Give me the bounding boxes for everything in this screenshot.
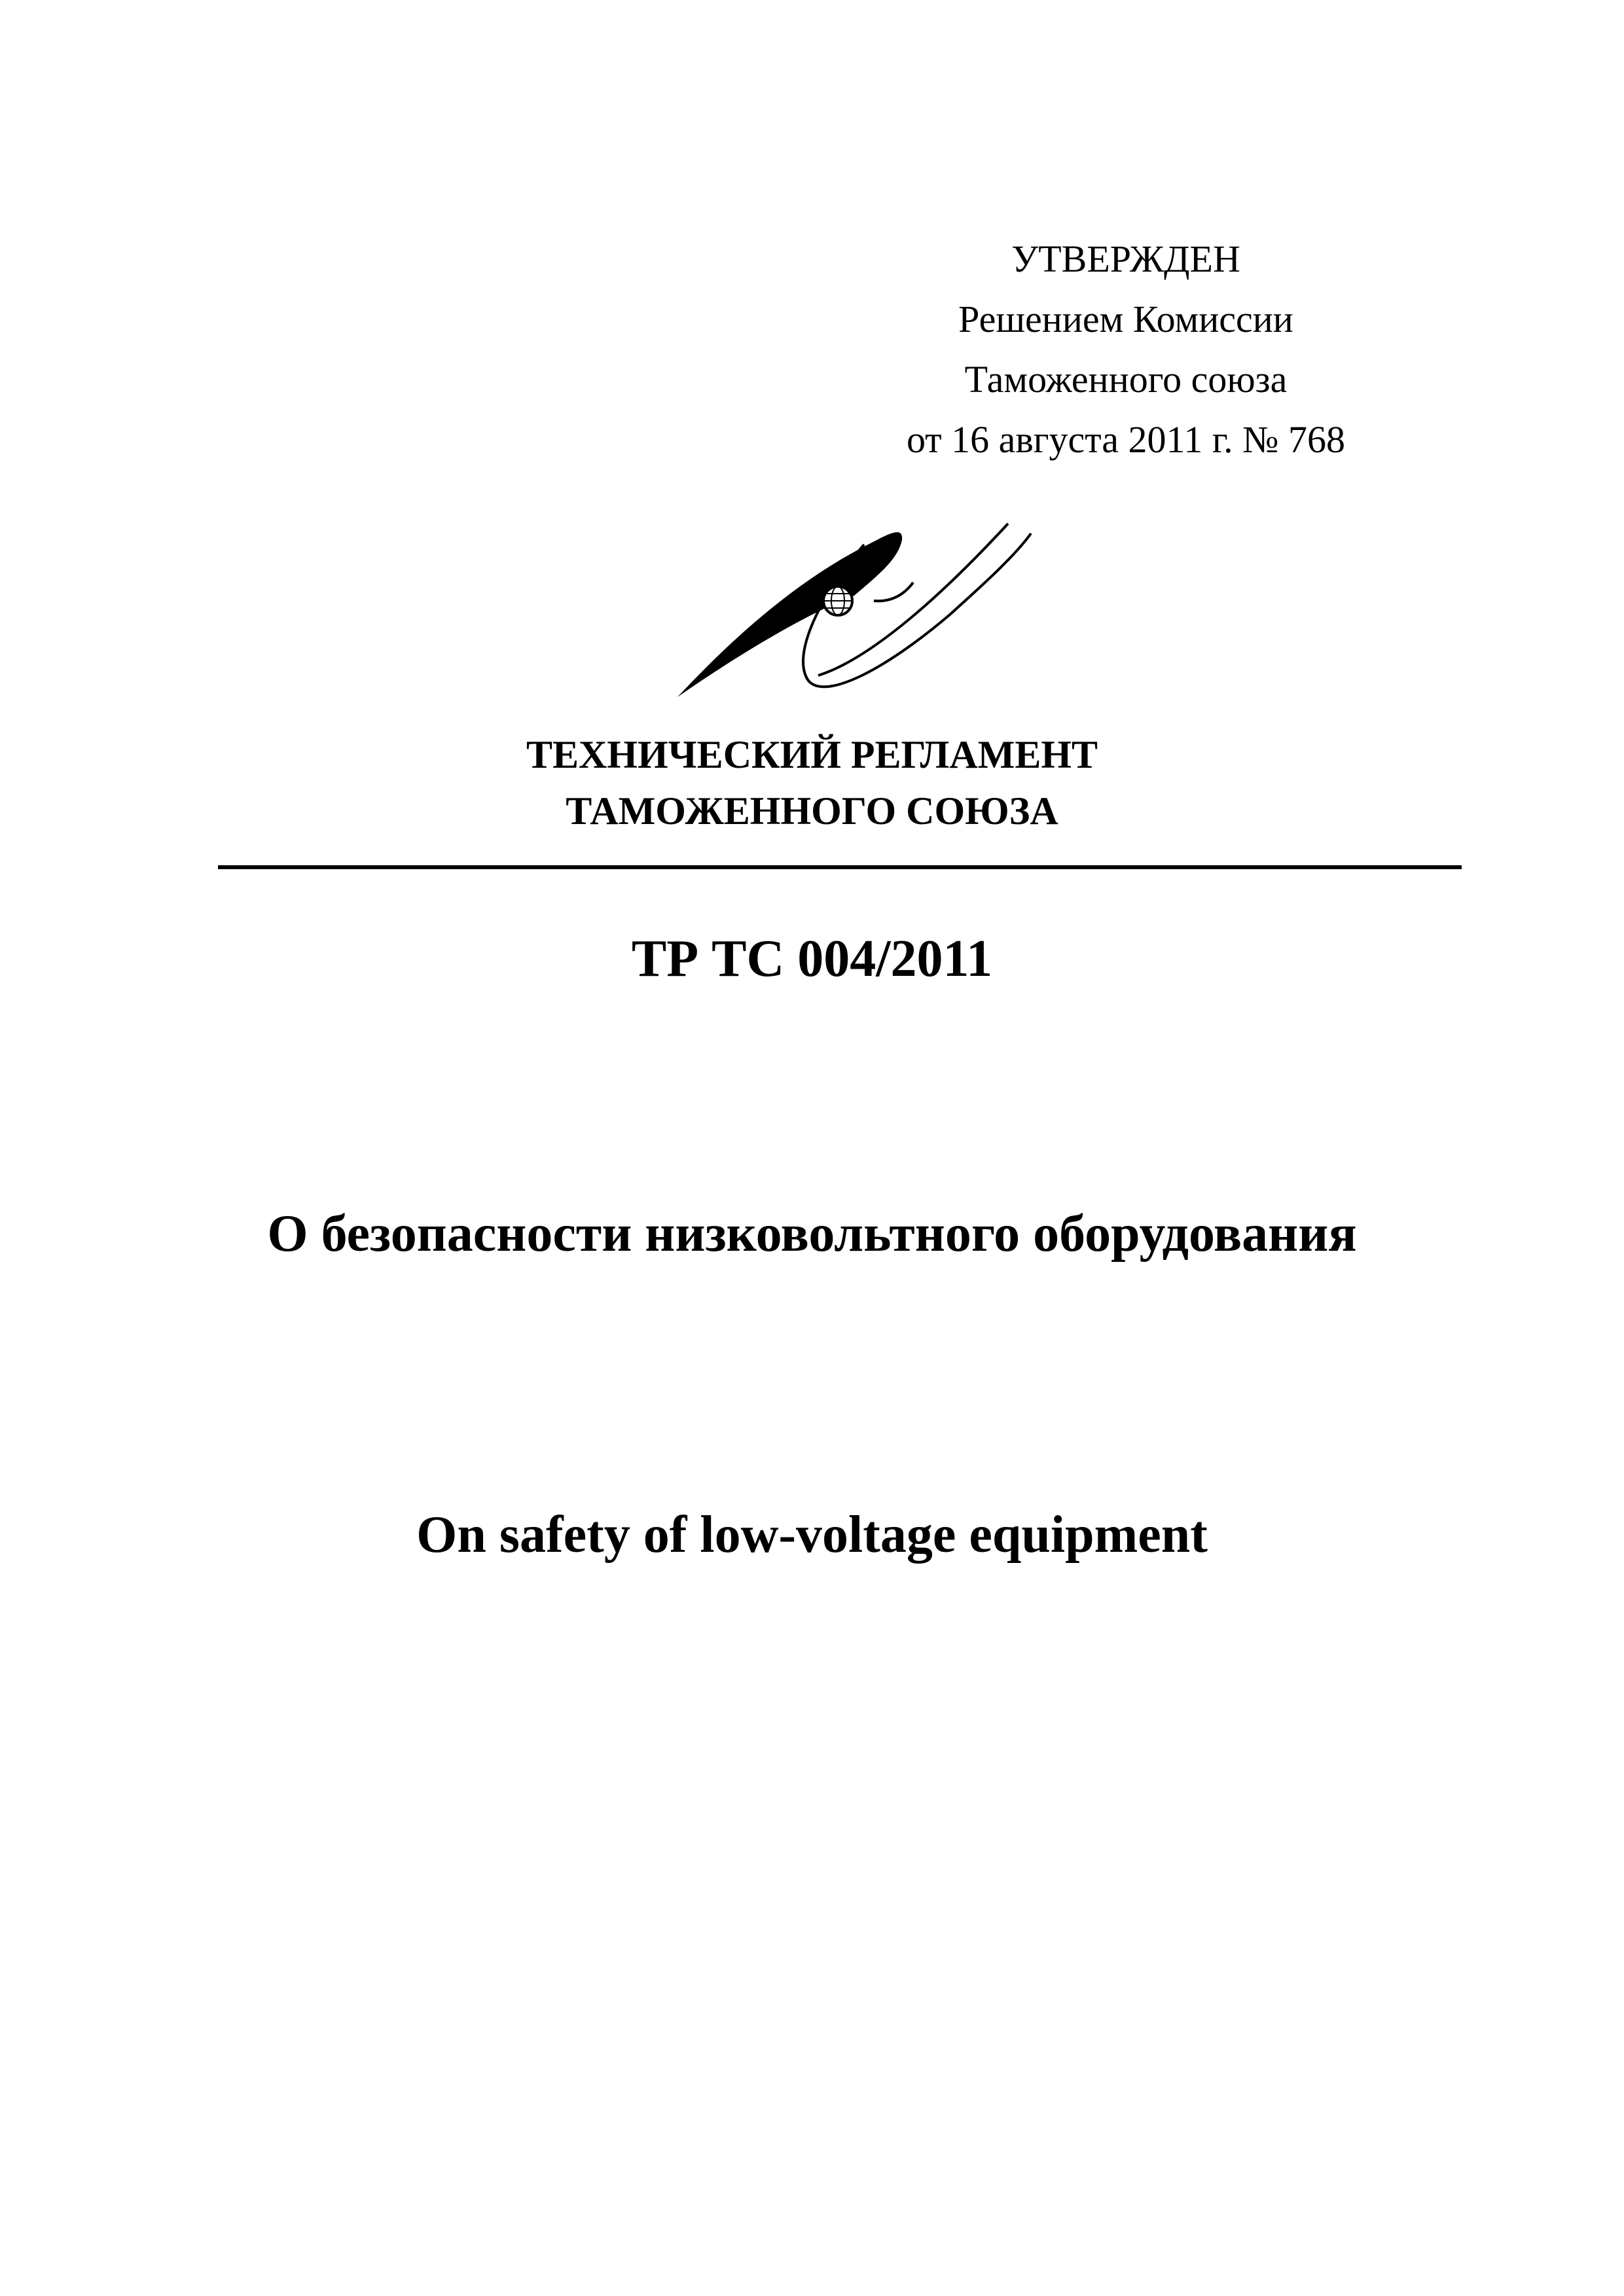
document-title-russian: О безопасности низковольтного оборудования: [267, 1205, 1357, 1263]
regulation-title: [0, 726, 1624, 839]
document-code: ТР ТС 004/2011: [631, 930, 993, 988]
approval-decision: Решением Комиссии: [958, 298, 1293, 340]
regulation-title-line1: ТЕХНИЧЕСКИЙ РЕГЛАМЕНТ: [526, 733, 1098, 776]
customs-union-emblem-icon: [668, 504, 1034, 700]
horizontal-divider: [218, 865, 1462, 869]
approval-heading: УТВЕРЖДЕН: [1011, 238, 1240, 280]
approval-body: Таможенного союза: [964, 358, 1288, 401]
approval-block: [805, 229, 1447, 470]
document-title-english: On safety of low-voltage equipment: [416, 1506, 1208, 1564]
approval-date-number: от 16 августа 2011 г. № 768: [907, 418, 1345, 461]
regulation-title-line2: ТАМОЖЕННОГО СОЮЗА: [566, 789, 1058, 833]
